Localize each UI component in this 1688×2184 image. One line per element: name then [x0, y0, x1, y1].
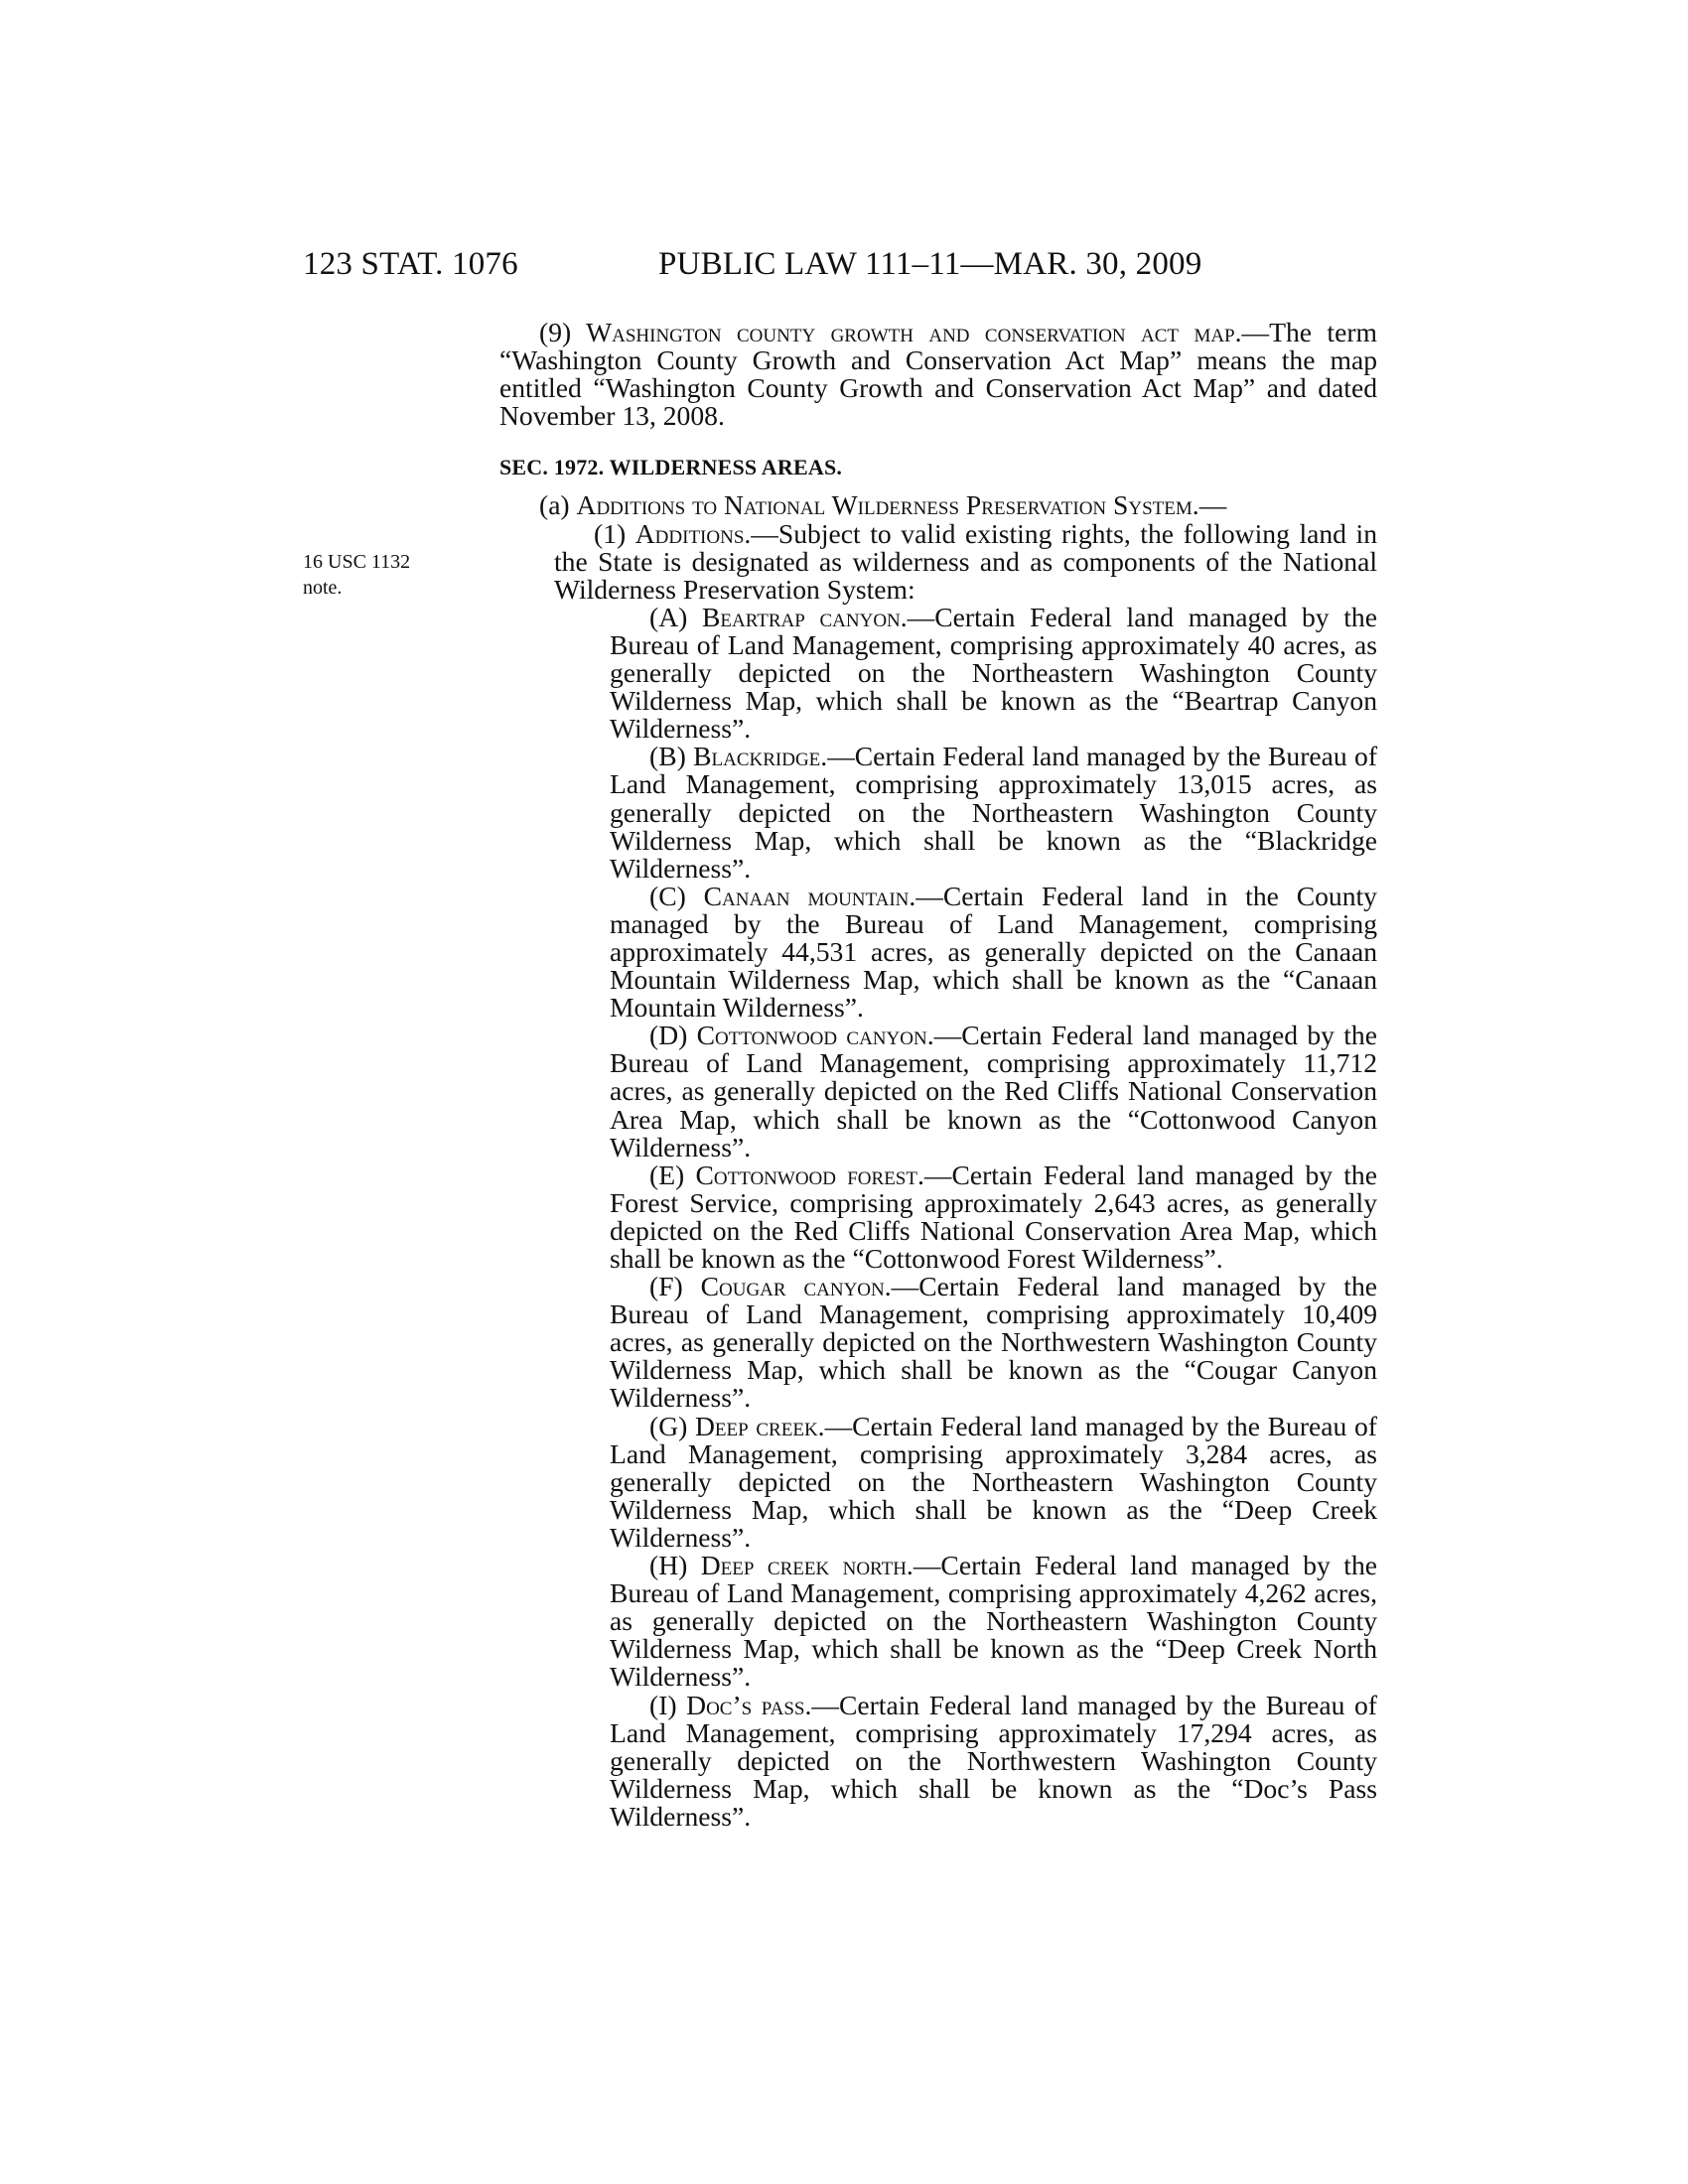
running-header: PUBLIC LAW 111–11—MAR. 30, 2009	[658, 246, 1202, 282]
definition-9-heading: (9) Washington county growth and conservation act map.	[539, 317, 1242, 347]
subparagraph-text: —Certain Federal land managed by the Bureau of Land Management, comprising approximately 17,294 acres, as generally depicted on the Northwestern Washington County Wilderness Map, which shall be known as the “Doc’s Pass Wilderness”.	[610, 1689, 1377, 1832]
subparagraph-heading: Blackridge.	[693, 741, 828, 772]
subparagraph-heading: Doc’s pass.	[686, 1689, 812, 1720]
subparagraph-f	[499, 1273, 1377, 1412]
margin-citation-line-1: 16 USC 1132	[303, 551, 411, 573]
subparagraph-c	[499, 880, 1377, 1024]
statute-page-number: 123 STAT. 1076	[303, 246, 518, 282]
subparagraph-g	[499, 1410, 1377, 1553]
paragraph-1-text: —Subject to valid existing rights, the following land in the State is designated as wilderness and as components of the National Wilderness Preservation System:	[554, 517, 1377, 605]
section-heading: SEC. 1972. WILDERNESS AREAS.	[499, 455, 843, 480]
subsection-a-label: (a)	[539, 489, 577, 521]
subparagraph-heading: Cougar canyon.	[700, 1271, 892, 1302]
subparagraph-label: (C)	[649, 880, 704, 911]
subparagraph-label: (I)	[649, 1689, 687, 1720]
subparagraph-label: (A)	[649, 601, 702, 632]
subparagraph-i	[499, 1689, 1377, 1832]
paragraph-1	[499, 517, 1377, 605]
subparagraph-text: —Certain Federal land managed by the Bureau of Land Management, comprising approximately 40 acres, as generally depicted on the Northeastern Washington County Wilderness Map, which shall be known as the “Beartrap Canyon Wilderness”.	[610, 601, 1377, 745]
subparagraph-heading: Deep creek north.	[700, 1550, 914, 1581]
subparagraph-text: —Certain Federal land managed by the Bureau of Land Management, comprising approximately 3,284 acres, as generally depicted on the Northeastern Washington County Wilderness Map, which shall be known as the “Deep Creek Wilderness”.	[610, 1410, 1377, 1553]
subparagraph-label: (B)	[649, 741, 694, 772]
definition-9	[499, 319, 1377, 430]
definition-9-text: —The term “Washington County Growth and Conservation Act Map” means the map entitled “Washington County Growth and Conservation Act Map” and dated November 13, 2008.	[499, 317, 1377, 432]
subparagraph-heading: Canaan mountain.	[703, 880, 916, 911]
subsection-a-heading: Additions to National Wilderness Preservation System.	[576, 489, 1199, 521]
margin-citation	[303, 549, 410, 601]
subparagraph-heading: Cottonwood canyon.	[696, 1020, 934, 1051]
document-body	[499, 319, 1377, 1831]
subparagraph-label: (D)	[649, 1020, 697, 1051]
subparagraph-label: (G)	[649, 1410, 695, 1441]
subparagraph-label: (H)	[649, 1550, 701, 1581]
subparagraph-text: —Certain Federal land managed by the Bureau of Land Management, comprising approximately 13,015 acres, as generally depicted on the Northeastern Washington County Wilderness Map, which shall be known as the “Blackridge Wilderness”.	[610, 741, 1378, 884]
subparagraph-heading: Cottonwood forest.	[695, 1159, 924, 1190]
subparagraph-text: —Certain Federal land in the County managed by the Bureau of Land Management, comprising approximately 44,531 acres, as generally depicted on the Canaan Mountain Wilderness Map, which shall be known as the “Canaan Mountain Wilderness”.	[610, 880, 1377, 1024]
paragraph-1-label: (1)	[594, 517, 635, 549]
subparagraph-label: (F)	[649, 1271, 701, 1302]
subparagraph-text: —Certain Federal land managed by the Forest Service, comprising approximately 2,643 acres, as generally depicted on the Red Cliffs National Conservation Area Map, which shall be known as the “Cottonwood Forest Wilderness”.	[610, 1159, 1377, 1274]
subparagraph-d	[499, 1022, 1377, 1160]
subparagraph-h	[499, 1552, 1377, 1691]
subsection-a	[499, 491, 1377, 519]
subsection-a-dash: —	[1198, 489, 1227, 521]
subparagraph-a	[499, 601, 1377, 745]
subparagraph-e	[499, 1161, 1377, 1273]
subparagraph-text: —Certain Federal land managed by the Bureau of Land Management, comprising approximately 10,409 acres, as generally depicted on the Northwestern Washington County Wilderness Map, which shall be known as the “Cougar Canyon Wilderness”.	[610, 1271, 1377, 1414]
subparagraph-text: —Certain Federal land managed by the Bureau of Land Management, comprising approximately 11,712 acres, as generally depicted on the Red Cliffs National Conservation Area Map, which shall be known as the “Cottonwood Canyon Wilderness”.	[610, 1020, 1377, 1162]
margin-citation-line-2: note.	[303, 577, 343, 599]
subparagraph-label: (E)	[649, 1159, 696, 1190]
subparagraph-heading: Beartrap canyon.	[701, 601, 908, 632]
subparagraph-b	[499, 743, 1377, 882]
paragraph-1-heading: Additions.	[634, 517, 752, 549]
subparagraph-text: —Certain Federal land managed by the Bureau of Land Management, comprising approximately 4,262 acres, as generally depicted on the Northeastern Washington County Wilderness Map, which shall be known as the “Deep Creek North Wilderness”.	[610, 1550, 1377, 1693]
subparagraph-heading: Deep creek.	[695, 1410, 825, 1441]
